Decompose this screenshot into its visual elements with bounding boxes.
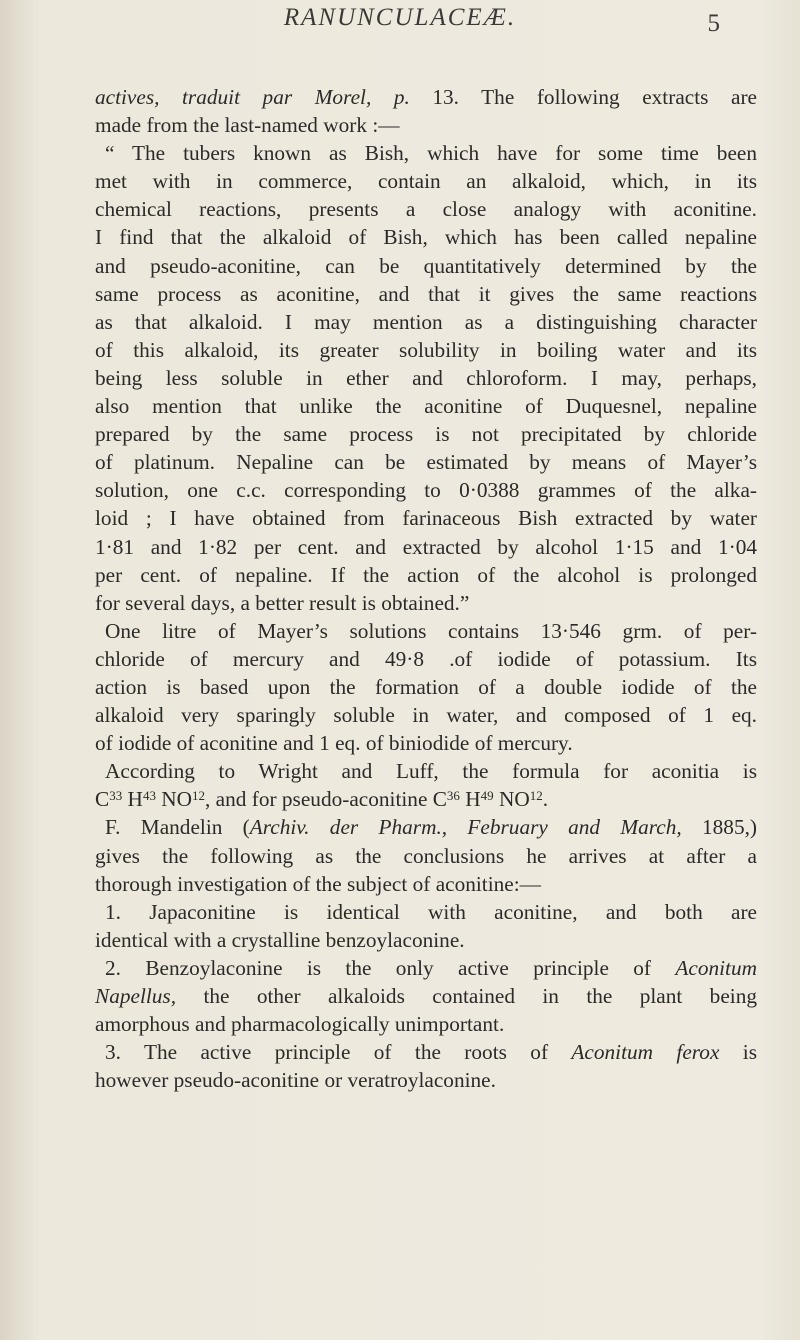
page-number: 5 [707, 10, 720, 37]
text-line: chloride of mercury and 49·8 .of iodide of potassium. Its [95, 646, 757, 671]
quote-line: I find that the alkaloid of Bish, which has been called nepaline [95, 225, 757, 250]
journal-citation: Archiv. der Pharm., February and March, [249, 815, 682, 840]
quote-line: “ The tubers known as Bish, which have for some time been [105, 141, 757, 166]
formula-symbol: H [122, 787, 143, 812]
list-item-line: however pseudo-aconitine or veratroylaconine. [95, 1068, 496, 1093]
quote-line: also mention that unlike the aconitine of Duquesnel, nepaline [95, 394, 757, 419]
body-text [95, 83, 757, 1094]
species-name: Napellus, [95, 984, 177, 1008]
running-head: RANUNCULACEÆ. [283, 4, 517, 31]
source-title: actives, traduit par Morel, p. [95, 85, 410, 109]
formula-subscript: 12 [192, 788, 206, 804]
list-item-line: identical with a crystalline benzoylaconine. [95, 927, 465, 952]
text-line [95, 83, 757, 111]
list-item-line: amorphous and pharmacologically unimportant. [95, 1012, 505, 1037]
quote-line: per cent. of nepaline. If the action of the alcohol is prolonged [95, 562, 757, 587]
text-line [95, 813, 757, 841]
list-item-line: 1. Japaconitine is identical with aconitine, and both are [105, 899, 757, 924]
formula-subscript: 43 [142, 788, 156, 804]
text-span: the other alkaloids contained in the plant being [176, 984, 757, 1008]
quote-line: same process as aconitine, and that it gives the same reactions [95, 281, 757, 306]
formula-symbol: H [459, 787, 481, 812]
text-span: , and for pseudo-aconitine C [205, 787, 447, 812]
species-name: Aconitum ferox [571, 1040, 720, 1065]
formula-line [95, 785, 757, 813]
text-line: One litre of Mayer’s solutions contains 13·546 grm. of per- [105, 618, 757, 643]
text-span: . [542, 787, 549, 812]
formula-subscript: 33 [109, 788, 123, 804]
text-line: alkaloid very sparingly soluble in water, and composed of 1 eq. [95, 703, 757, 728]
text-line: According to Wright and Luff, the formula for aconitia is [105, 759, 757, 784]
formula-subscript: 12 [529, 788, 543, 804]
text-line: thorough investigation of the subject of aconitine:— [95, 871, 541, 896]
text-line: gives the following as the conclusions he arrives at after a [95, 843, 757, 868]
text-line: made from the last-named work :— [95, 113, 400, 138]
quote-line: and pseudo-aconitine, can be quantitatively determined by the [95, 253, 757, 278]
text-span: F. Mandelin ( [105, 815, 250, 840]
quote-line: chemical reactions, presents a close analogy with aconitine. [95, 197, 757, 222]
quote-line: of platinum. Nepaline can be estimated by means of Mayer’s [95, 450, 757, 475]
formula-symbol: NO [493, 787, 530, 812]
quote-line: as that alkaloid. I may mention as a distinguishing character [95, 309, 757, 334]
text-line: of iodide of aconitine and 1 eq. of biniodide of mercury. [95, 731, 573, 756]
text-line: action is based upon the formation of a double iodide of the [95, 674, 757, 699]
quote-line: met with in commerce, contain an alkaloid, which, in its [95, 169, 757, 194]
text-span: is [719, 1040, 757, 1065]
text-span: 13. The following extracts are [409, 85, 757, 109]
quote-line: prepared by the same process is not precipitated by chloride [95, 422, 757, 447]
formula-symbol: NO [155, 787, 193, 812]
list-item-line [95, 1038, 757, 1066]
quote-line: solution, one c.c. corresponding to 0·0388 grammes of the alka- [95, 478, 757, 503]
quote-line: loid ; I have obtained from farinaceous Bish extracted by water [95, 506, 757, 531]
text-span: 3. The active principle of the roots of [105, 1040, 572, 1065]
formula-symbol: C [95, 787, 110, 812]
formula-subscript: 36 [446, 788, 460, 804]
formula-subscript: 49 [480, 788, 494, 804]
quote-line: of this alkaloid, its greater solubility in boiling water and its [95, 337, 757, 362]
species-name: Aconitum [675, 955, 757, 980]
list-item-line [95, 982, 757, 1010]
text-span: 1885,) [681, 815, 758, 840]
text-span: 2. Benzoylaconine is the only active principle of [105, 955, 676, 980]
quote-line: for several days, a better result is obtained.” [95, 590, 470, 615]
page-header [0, 4, 800, 44]
quote-line: being less soluble in ether and chloroform. I may, perhaps, [95, 365, 757, 390]
list-item-line [95, 954, 757, 982]
quote-line: 1·81 and 1·82 per cent. and extracted by alcohol 1·15 and 1·04 [95, 534, 757, 559]
